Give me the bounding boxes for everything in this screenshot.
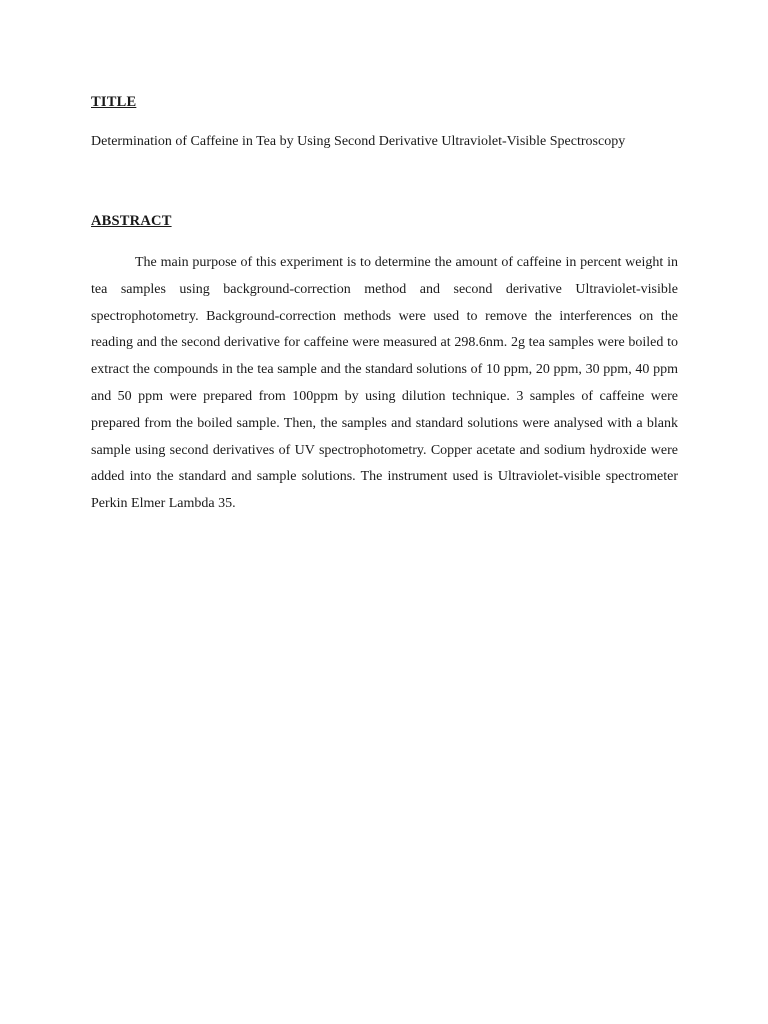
title-heading: TITLE	[91, 94, 137, 110]
abstract-paragraph: The main purpose of this experiment is to determine the amount of caffeine in percent weight in tea samples using background-correction method and second derivative Ultraviolet-visible spectrophotometry. Background-correction methods were used to remove the interferences on the reading and the second derivative for caffeine were measured at 298.6nm. 2g tea samples were boiled to extract the compounds in the tea sample and the standard solutions of 10 ppm, 20 ppm, 30 ppm, 40 ppm and 50 ppm were prepared from 100ppm by using dilution technique. 3 samples of caffeine were prepared from the boiled sample. Then, the samples and standard solutions were analysed with a blank sample using second derivatives of UV spectrophotometry. Copper acetate and sodium hydroxide were added into the standard and sample solutions. The instrument used is Ultraviolet-visible spectrometer Perkin Elmer Lambda 35.	[91, 255, 678, 512]
document-title: Determination of Caffeine in Tea by Using Second Derivative Ultraviolet-Visible Spectroscopy	[91, 134, 626, 149]
abstract-heading: ABSTRACT	[91, 213, 172, 229]
